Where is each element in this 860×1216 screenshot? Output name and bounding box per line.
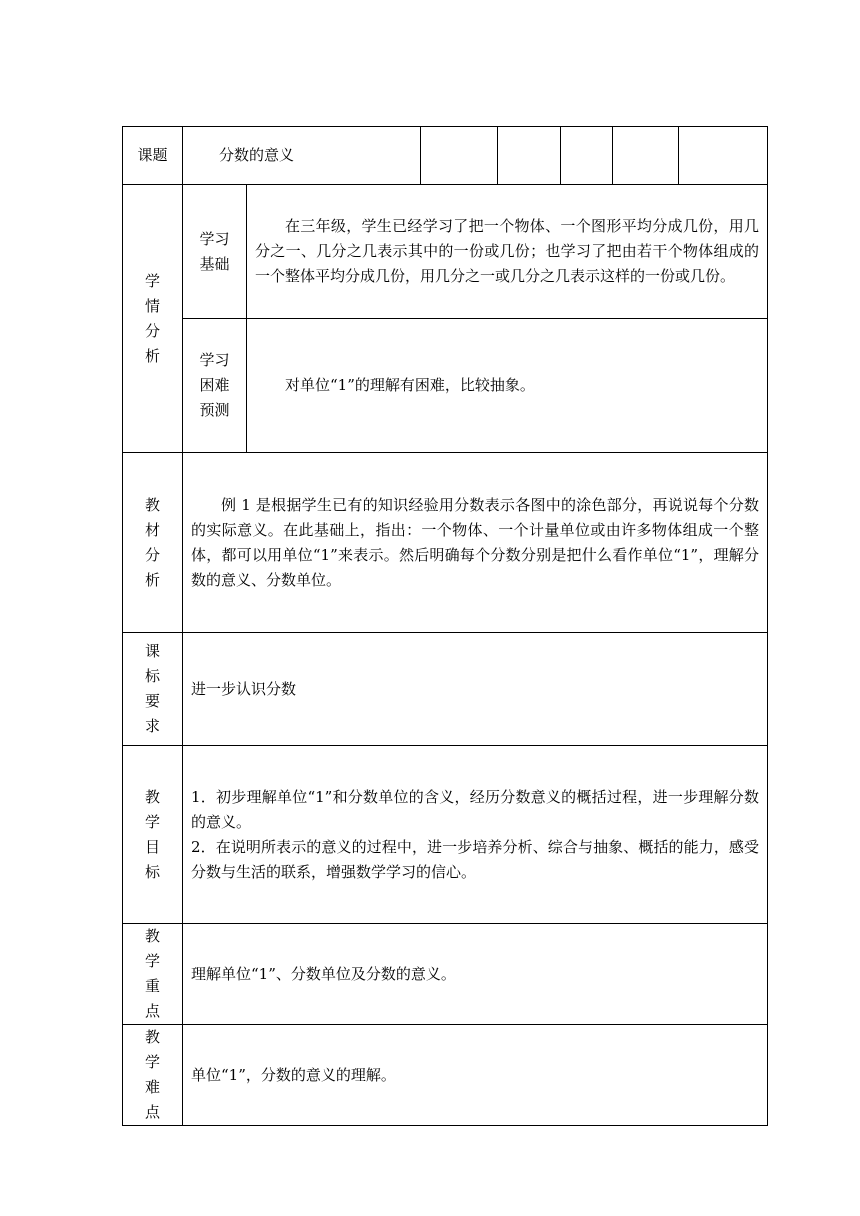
lesson-plan-table: [122, 126, 768, 1126]
empty-cell-4: [613, 127, 679, 185]
topic-value: 分数的意义: [183, 127, 421, 185]
curriculum-row: [123, 633, 768, 746]
empty-cell-5: [679, 127, 768, 185]
difficult-points-label: 教 学 难 点: [123, 1025, 183, 1126]
key-points-text: 理解单位“1”、分数单位及分数的意义。: [183, 924, 768, 1025]
empty-cell-1: [421, 127, 498, 185]
teaching-goals-text: [183, 746, 768, 924]
textbook-analysis-row: [123, 453, 768, 633]
teaching-goals-label: 教 学 目 标: [123, 746, 183, 924]
learning-difficulty-row: [123, 319, 768, 453]
learning-basis-row: [123, 185, 768, 319]
teaching-goal-item: 1．初步理解单位“1”和分数单位的含义，经历分数意义的概括过程，进一步理解分数的意义。: [191, 787, 760, 831]
topic-label: 课题: [123, 127, 183, 185]
difficult-points-text: 单位“1”，分数的意义的理解。: [183, 1025, 768, 1126]
learning-difficulty-text: 对单位“1”的理解有困难，比较抽象。: [247, 319, 768, 453]
empty-cell-2: [498, 127, 561, 185]
difficult-points-row: [123, 1025, 768, 1126]
learner-analysis-label: 学 情 分 析: [123, 185, 183, 453]
learning-difficulty-label: 学习 困难 预测: [183, 319, 247, 453]
learning-basis-label: 学习 基础: [183, 185, 247, 319]
curriculum-text: 进一步认识分数: [183, 633, 768, 746]
key-points-row: [123, 924, 768, 1025]
empty-cell-3: [561, 127, 613, 185]
key-points-label: 教 学 重 点: [123, 924, 183, 1025]
learning-basis-text: 在三年级，学生已经学习了把一个物体、一个图形平均分成几份，用几分之一、几分之几表示其中的一份或几份；也学习了把由若干个物体组成的一个整体平均分成几份，用几分之一或几分之几表示这样的一份或几份。: [247, 185, 768, 319]
teaching-goal-item: 2．在说明所表示的意义的过程中，进一步培养分析、综合与抽象、概括的能力，感受分数与生活的联系，增强数学学习的信心。: [191, 837, 760, 881]
teaching-goals-row: [123, 746, 768, 924]
topic-row: [123, 127, 768, 185]
textbook-analysis-text: 例 1 是根据学生已有的知识经验用分数表示各图中的涂色部分，再说说每个分数的实际意义。在此基础上，指出：一个物体、一个计量单位或由许多物体组成一个整体，都可以用单位“1”来表示。然后明确每个分数分别是把什么看作单位“1”，理解分数的意义、分数单位。: [183, 453, 768, 633]
textbook-analysis-label: 教 材 分 析: [123, 453, 183, 633]
curriculum-label: 课 标 要 求: [123, 633, 183, 746]
